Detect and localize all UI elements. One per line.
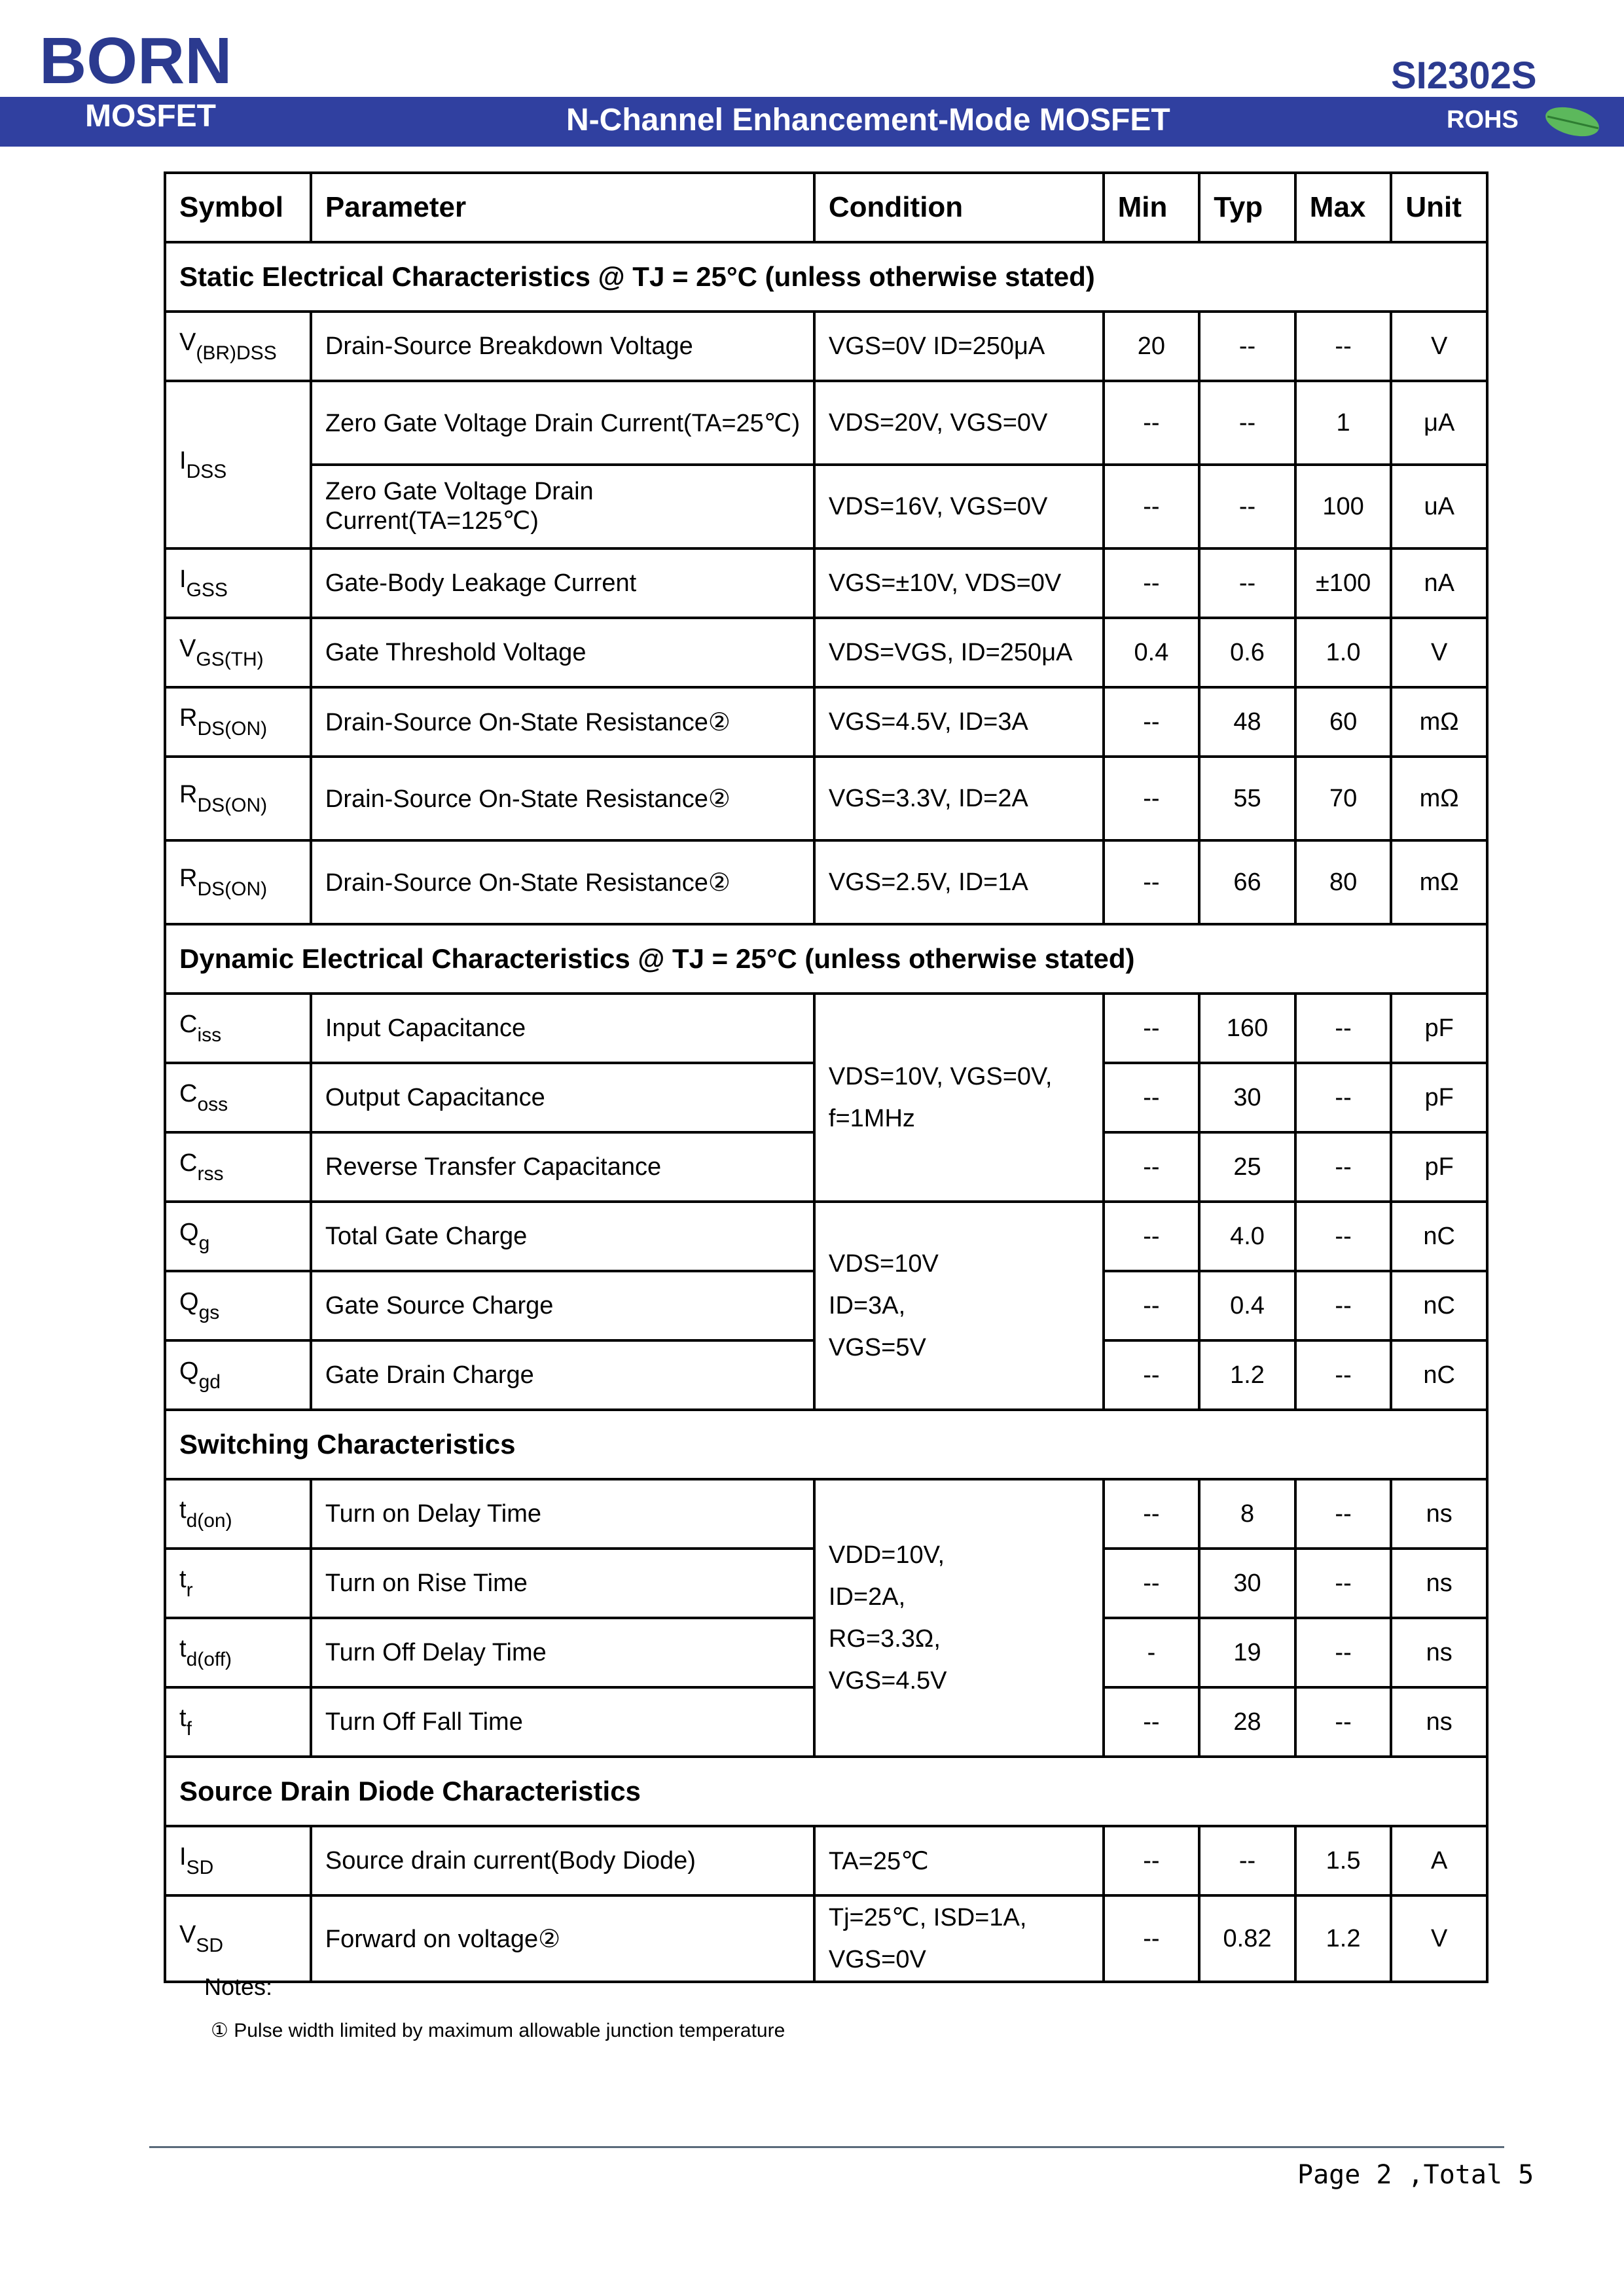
- max-cell: 60: [1295, 687, 1392, 757]
- min-cell: --: [1104, 1549, 1200, 1618]
- col-header: Parameter: [311, 173, 814, 242]
- max-cell: --: [1295, 1687, 1392, 1757]
- table-row: [165, 312, 1487, 381]
- symbol-cell: $t_r$: [165, 1549, 311, 1618]
- unit-cell: mΩ: [1391, 757, 1487, 840]
- symbol-cell: $C_{oss}$: [165, 1063, 311, 1132]
- symbol-cell: $R_{DS(ON)}$: [165, 757, 311, 840]
- section-row: [165, 1410, 1487, 1479]
- symbol-cell: $V_{SD}$: [165, 1895, 311, 1982]
- cond-cell: VGS=±10V, VDS=0V: [814, 548, 1104, 618]
- cond-cell: VDS=20V, VGS=0V: [814, 381, 1104, 465]
- typ-cell: 0.6: [1199, 618, 1295, 687]
- table-row: [165, 757, 1487, 840]
- typ-cell: 8: [1199, 1479, 1295, 1549]
- title-band: [0, 97, 1624, 147]
- typ-cell: 19: [1199, 1618, 1295, 1687]
- param-cell: Zero Gate Voltage Drain Current(TA=125℃): [311, 465, 814, 548]
- typ-cell: 1.2: [1199, 1340, 1295, 1410]
- cond-cell: VGS=0V ID=250μA: [814, 312, 1104, 381]
- symbol-cell: $I_{GSS}$: [165, 548, 311, 618]
- unit-cell: nA: [1391, 548, 1487, 618]
- unit-cell: ns: [1391, 1687, 1487, 1757]
- typ-cell: --: [1199, 312, 1295, 381]
- param-cell: Gate Drain Charge: [311, 1340, 814, 1410]
- unit-cell: ns: [1391, 1618, 1487, 1687]
- cond-cell: VGS=4.5V, ID=3A: [814, 687, 1104, 757]
- section-title: Dynamic Electrical Characteristics @ TJ = 25°C (unless otherwise stated): [165, 924, 1487, 994]
- symbol-cell: $t_{d(off)}$: [165, 1618, 311, 1687]
- unit-cell: pF: [1391, 994, 1487, 1063]
- symbol-cell: $I_{DSS}$: [165, 381, 311, 548]
- max-cell: --: [1295, 312, 1392, 381]
- table-row: [165, 994, 1487, 1063]
- typ-cell: 66: [1199, 840, 1295, 924]
- max-cell: --: [1295, 1063, 1392, 1132]
- col-header: Unit: [1391, 173, 1487, 242]
- section-title: Static Electrical Characteristics @ TJ = 25°C (unless otherwise stated): [165, 242, 1487, 312]
- min-cell: --: [1104, 687, 1200, 757]
- typ-cell: --: [1199, 465, 1295, 548]
- param-cell: Total Gate Charge: [311, 1202, 814, 1271]
- unit-cell: uA: [1391, 465, 1487, 548]
- footer-divider: [149, 2146, 1504, 2148]
- symbol-cell: $C_{rss}$: [165, 1132, 311, 1202]
- notes-label: Notes:: [204, 1973, 273, 2000]
- max-cell: 80: [1295, 840, 1392, 924]
- max-cell: --: [1295, 1479, 1392, 1549]
- typ-cell: 160: [1199, 994, 1295, 1063]
- unit-cell: mΩ: [1391, 687, 1487, 757]
- section-title: Source Drain Diode Characteristics: [165, 1757, 1487, 1826]
- min-cell: --: [1104, 1271, 1200, 1340]
- max-cell: 70: [1295, 757, 1392, 840]
- param-cell: Turn on Delay Time: [311, 1479, 814, 1549]
- symbol-cell: $R_{DS(ON)}$: [165, 840, 311, 924]
- max-cell: 1.2: [1295, 1895, 1392, 1982]
- brand-logo: [39, 27, 301, 93]
- typ-cell: --: [1199, 381, 1295, 465]
- min-cell: --: [1104, 994, 1200, 1063]
- typ-cell: 0.4: [1199, 1271, 1295, 1340]
- min-cell: --: [1104, 1895, 1200, 1982]
- min-cell: -: [1104, 1618, 1200, 1687]
- section-row: [165, 1757, 1487, 1826]
- symbol-cell: $R_{DS(ON)}$: [165, 687, 311, 757]
- symbol-cell: $Q_{gs}$: [165, 1271, 311, 1340]
- typ-cell: --: [1199, 1826, 1295, 1895]
- min-cell: --: [1104, 840, 1200, 924]
- unit-cell: A: [1391, 1826, 1487, 1895]
- col-header: Max: [1295, 173, 1392, 242]
- brand-logo-text: BORN: [39, 27, 232, 93]
- part-number: SI2302S: [1391, 54, 1537, 97]
- col-header: Typ: [1199, 173, 1295, 242]
- max-cell: --: [1295, 1618, 1392, 1687]
- cond-cell: VDS=10V, VGS=0V, f=1MHz: [814, 994, 1104, 1202]
- typ-cell: 48: [1199, 687, 1295, 757]
- unit-cell: ns: [1391, 1549, 1487, 1618]
- cond-cell: VGS=2.5V, ID=1A: [814, 840, 1104, 924]
- symbol-cell: $t_{d(on)}$: [165, 1479, 311, 1549]
- symbol-cell: $V_{GS(TH)}$: [165, 618, 311, 687]
- leaf-icon: [1538, 102, 1604, 141]
- min-cell: --: [1104, 548, 1200, 618]
- max-cell: --: [1295, 1271, 1392, 1340]
- unit-cell: mΩ: [1391, 840, 1487, 924]
- symbol-cell: $Q_{gd}$: [165, 1340, 311, 1410]
- param-cell: Reverse Transfer Capacitance: [311, 1132, 814, 1202]
- table-row: [165, 1895, 1487, 1982]
- typ-cell: 4.0: [1199, 1202, 1295, 1271]
- min-cell: --: [1104, 1479, 1200, 1549]
- table-row: [165, 618, 1487, 687]
- unit-cell: V: [1391, 1895, 1487, 1982]
- param-cell: Gate Source Charge: [311, 1271, 814, 1340]
- col-header: Symbol: [165, 173, 311, 242]
- param-cell: Gate-Body Leakage Current: [311, 548, 814, 618]
- unit-cell: nC: [1391, 1340, 1487, 1410]
- max-cell: 100: [1295, 465, 1392, 548]
- min-cell: --: [1104, 1826, 1200, 1895]
- max-cell: --: [1295, 994, 1392, 1063]
- typ-cell: 30: [1199, 1063, 1295, 1132]
- param-cell: Forward on voltage②: [311, 1895, 814, 1982]
- category-label: MOSFET: [85, 99, 216, 134]
- table-row: [165, 465, 1487, 548]
- cond-cell: VDS=VGS, ID=250μA: [814, 618, 1104, 687]
- max-cell: --: [1295, 1202, 1392, 1271]
- min-cell: --: [1104, 1132, 1200, 1202]
- max-cell: ±100: [1295, 548, 1392, 618]
- unit-cell: μA: [1391, 381, 1487, 465]
- min-cell: 20: [1104, 312, 1200, 381]
- unit-cell: pF: [1391, 1132, 1487, 1202]
- symbol-cell: $V_{(BR)DSS}$: [165, 312, 311, 381]
- symbol-cell: $C_{iss}$: [165, 994, 311, 1063]
- col-header: Min: [1104, 173, 1200, 242]
- typ-cell: 0.82: [1199, 1895, 1295, 1982]
- document-title: N-Channel Enhancement-Mode MOSFET: [566, 103, 1170, 137]
- note-1: ① Pulse width limited by maximum allowable junction temperature: [211, 2020, 785, 2041]
- unit-cell: ns: [1391, 1479, 1487, 1549]
- min-cell: --: [1104, 757, 1200, 840]
- param-cell: Drain-Source Breakdown Voltage: [311, 312, 814, 381]
- table-row: [165, 548, 1487, 618]
- max-cell: 1.5: [1295, 1826, 1392, 1895]
- table-header-row: [165, 173, 1487, 242]
- typ-cell: 55: [1199, 757, 1295, 840]
- param-cell: Source drain current(Body Diode): [311, 1826, 814, 1895]
- max-cell: 1: [1295, 381, 1392, 465]
- table-row: [165, 1202, 1487, 1271]
- col-header: Condition: [814, 173, 1104, 242]
- rohs-label: ROHS: [1447, 106, 1519, 134]
- min-cell: --: [1104, 465, 1200, 548]
- cond-cell: VDD=10V, ID=2A, RG=3.3Ω, VGS=4.5V: [814, 1479, 1104, 1757]
- max-cell: --: [1295, 1132, 1392, 1202]
- typ-cell: --: [1199, 548, 1295, 618]
- min-cell: --: [1104, 1687, 1200, 1757]
- section-row: [165, 242, 1487, 312]
- min-cell: --: [1104, 1063, 1200, 1132]
- param-cell: Drain-Source On-State Resistance②: [311, 757, 814, 840]
- cond-cell: TA=25℃: [814, 1826, 1104, 1895]
- spec-table: [164, 171, 1489, 1983]
- min-cell: 0.4: [1104, 618, 1200, 687]
- section-title: Switching Characteristics: [165, 1410, 1487, 1479]
- param-cell: Input Capacitance: [311, 994, 814, 1063]
- page-number: Page 2 ,Total 5: [1297, 2160, 1534, 2190]
- unit-cell: nC: [1391, 1202, 1487, 1271]
- table-row: [165, 687, 1487, 757]
- param-cell: Drain-Source On-State Resistance②: [311, 840, 814, 924]
- symbol-cell: $Q_g$: [165, 1202, 311, 1271]
- table-row: [165, 840, 1487, 924]
- min-cell: --: [1104, 1340, 1200, 1410]
- table-row: [165, 1479, 1487, 1549]
- unit-cell: pF: [1391, 1063, 1487, 1132]
- table-row: [165, 1826, 1487, 1895]
- typ-cell: 25: [1199, 1132, 1295, 1202]
- unit-cell: V: [1391, 618, 1487, 687]
- symbol-cell: $I_{SD}$: [165, 1826, 311, 1895]
- param-cell: Drain-Source On-State Resistance②: [311, 687, 814, 757]
- cond-cell: VDS=10V ID=3A, VGS=5V: [814, 1202, 1104, 1410]
- param-cell: Turn on Rise Time: [311, 1549, 814, 1618]
- typ-cell: 28: [1199, 1687, 1295, 1757]
- min-cell: --: [1104, 381, 1200, 465]
- table-row: [165, 381, 1487, 465]
- max-cell: 1.0: [1295, 618, 1392, 687]
- typ-cell: 30: [1199, 1549, 1295, 1618]
- max-cell: --: [1295, 1549, 1392, 1618]
- unit-cell: nC: [1391, 1271, 1487, 1340]
- param-cell: Gate Threshold Voltage: [311, 618, 814, 687]
- cond-cell: VDS=16V, VGS=0V: [814, 465, 1104, 548]
- max-cell: --: [1295, 1340, 1392, 1410]
- param-cell: Output Capacitance: [311, 1063, 814, 1132]
- param-cell: Turn Off Fall Time: [311, 1687, 814, 1757]
- param-cell: Zero Gate Voltage Drain Current(TA=25℃): [311, 381, 814, 465]
- unit-cell: V: [1391, 312, 1487, 381]
- section-row: [165, 924, 1487, 994]
- cond-cell: Tj=25℃, ISD=1A, VGS=0V: [814, 1895, 1104, 1982]
- cond-cell: VGS=3.3V, ID=2A: [814, 757, 1104, 840]
- symbol-cell: $t_f$: [165, 1687, 311, 1757]
- param-cell: Turn Off Delay Time: [311, 1618, 814, 1687]
- min-cell: --: [1104, 1202, 1200, 1271]
